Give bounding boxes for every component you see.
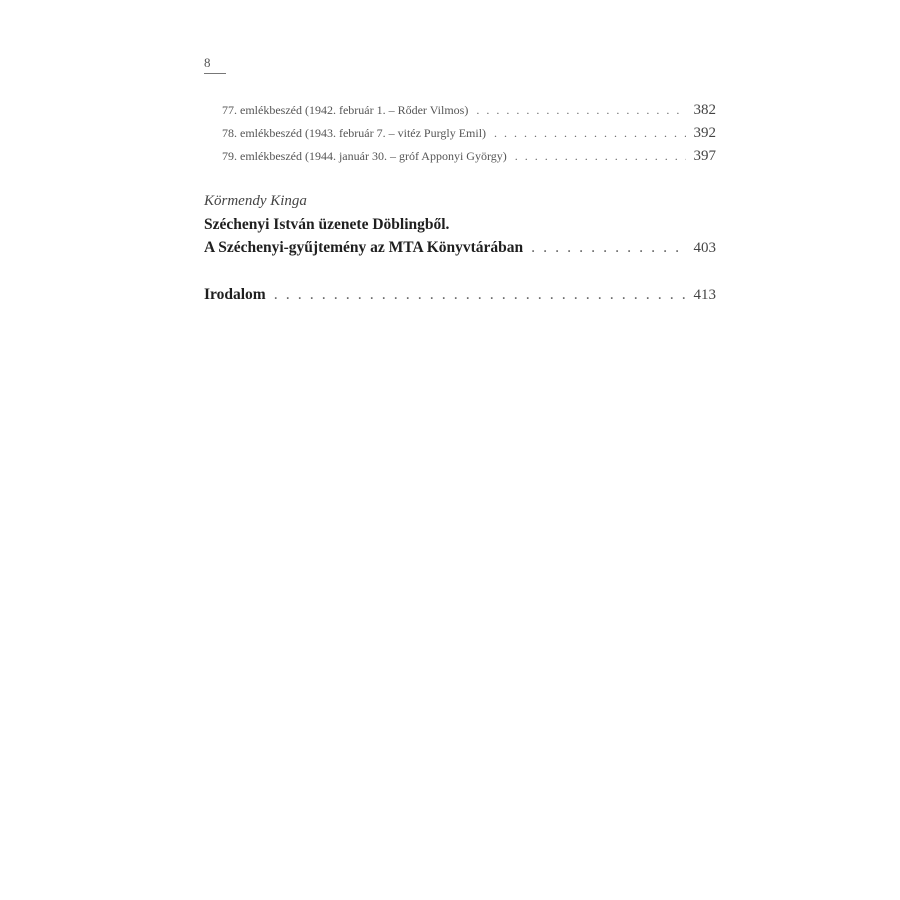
page-number: 8	[204, 55, 211, 70]
chapter-author: Körmendy Kinga	[204, 193, 307, 209]
toc-entry-title: 78. emlékbeszéd (1943. február 7. – vitéz Purgly Emil)	[222, 126, 487, 140]
toc-entry-chapter	[204, 239, 716, 257]
toc-entry-page: 403	[693, 240, 716, 256]
toc-entry-title: 79. emlékbeszéd (1944. január 30. – gróf Apponyi György)	[222, 149, 507, 163]
toc-entry-page: 382	[693, 102, 716, 118]
dot-leader	[476, 103, 685, 118]
chapter-title-line1: Széchenyi István üzenete Döblingből.	[204, 216, 450, 233]
dot-leader	[274, 286, 686, 304]
toc-entry-speech-77	[204, 102, 716, 119]
bibliography-title: Irodalom	[204, 286, 266, 303]
toc-entry-speech-78	[204, 125, 716, 142]
dot-leader	[515, 149, 686, 164]
chapter-title-line2: A Széchenyi-gyűjtemény az MTA Könyvtárában	[204, 239, 524, 256]
dot-leader	[531, 239, 685, 257]
dot-leader	[494, 126, 685, 141]
page-number-rule	[204, 73, 226, 74]
toc-entry-bibliography	[204, 286, 716, 304]
toc-entry-page: 397	[693, 148, 716, 164]
toc-entry-title: 77. emlékbeszéd (1942. február 1. – Rőder Vilmos)	[222, 103, 469, 117]
toc-entry-page: 392	[693, 125, 716, 141]
toc-entry-page: 413	[693, 287, 716, 303]
toc-entry-speech-79	[204, 148, 716, 165]
